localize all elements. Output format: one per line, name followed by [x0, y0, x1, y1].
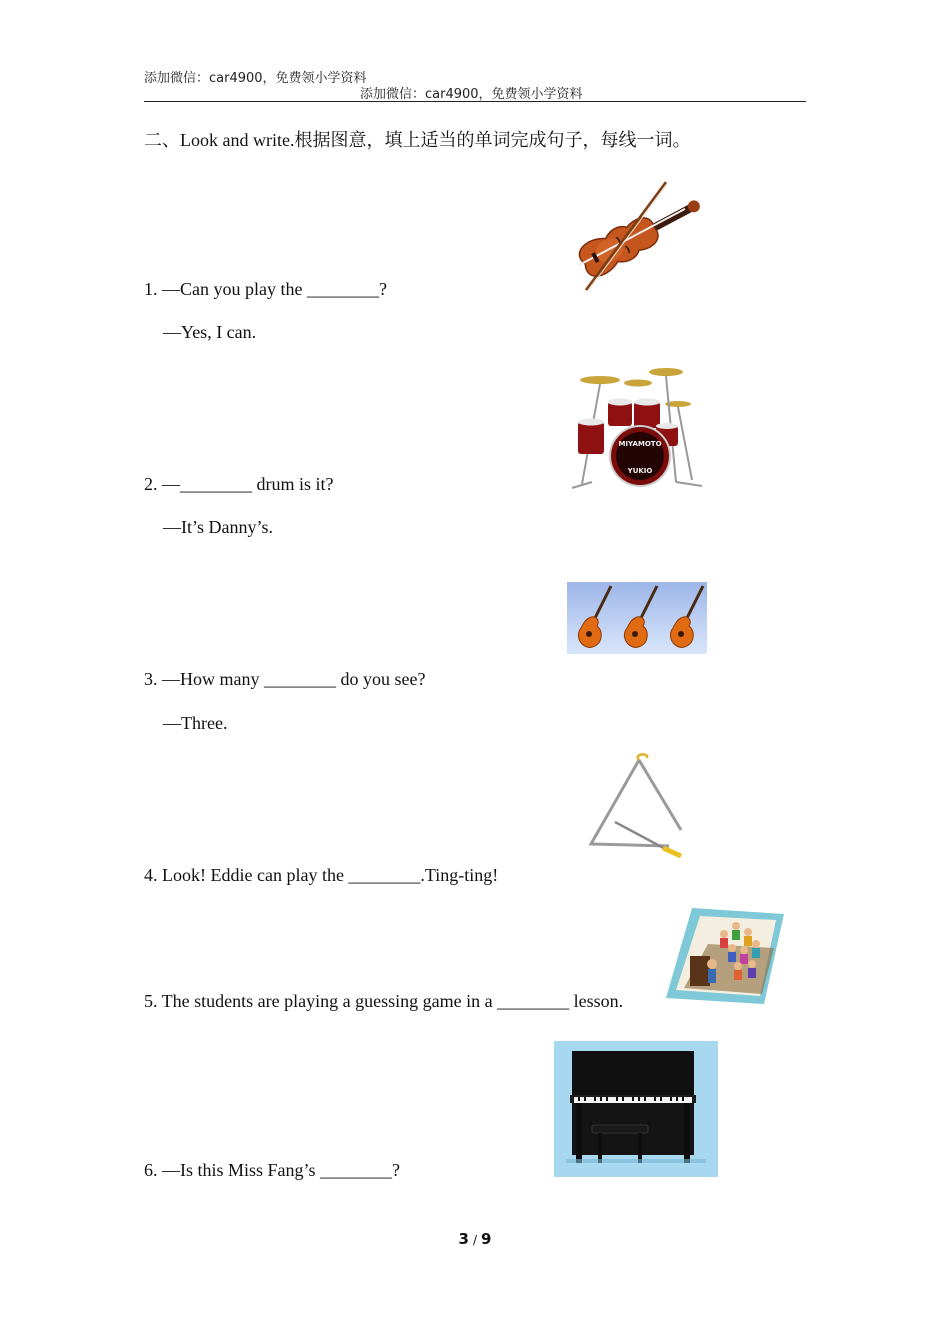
question-5: 5. The students are playing a guessing game in a ________ lesson. — [144, 991, 624, 1011]
triangle-image — [585, 752, 689, 865]
section-instruction: 二、Look and write.根据图意，填上适当的单词完成句子，每线一词。 — [144, 130, 691, 150]
header-divider — [144, 101, 806, 102]
piano-image — [554, 1041, 718, 1182]
answer-3: —Three. — [163, 713, 228, 733]
total-pages: 9 — [481, 1230, 492, 1248]
question-1: 1. —Can you play the ________? — [144, 279, 387, 299]
answer-2: —It’s Danny’s. — [163, 517, 273, 537]
header-watermark-2: 添加微信：car4900，免费领小学资料 — [360, 87, 583, 102]
question-4: 4. Look! Eddie can play the ________.Ting-ting! — [144, 865, 499, 885]
question-2: 2. —________ drum is it? — [144, 474, 334, 494]
violin-image — [562, 178, 712, 299]
header-watermark-1: 添加微信：car4900，免费领小学资料 — [144, 71, 367, 86]
question-6: 6. —Is this Miss Fang’s ________? — [144, 1160, 401, 1180]
drum-logo-text-1: MIYAMOTO — [618, 440, 662, 448]
question-3: 3. —How many ________ do you see? — [144, 669, 426, 689]
current-page: 3 — [458, 1230, 469, 1248]
drum-logo-text-2: YUKIO — [627, 467, 653, 475]
answer-1: —Yes, I can. — [163, 322, 257, 342]
drum-kit-image — [552, 364, 718, 495]
guitars-image — [567, 582, 707, 659]
music-class-image — [662, 904, 786, 1015]
page-separator: / — [472, 1233, 478, 1247]
page-number — [0, 1230, 950, 1248]
